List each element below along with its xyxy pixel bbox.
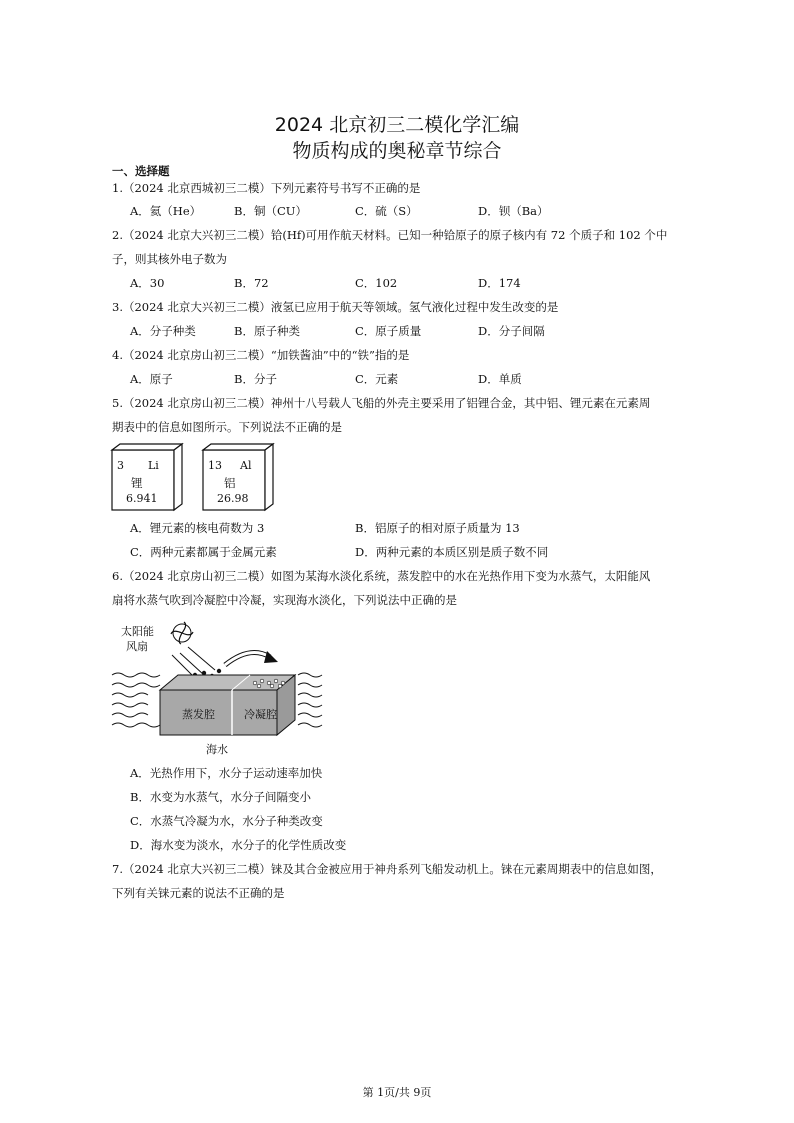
question-1-stem: 1.（2024 北京西城初三二模）下列元素符号书写不正确的是 bbox=[112, 181, 421, 195]
al-symbol: Al bbox=[240, 459, 252, 472]
question-7-stem-line1: 7.（2024 北京大兴初三二模）铼及其合金被应用于神舟系列飞船发动机上。铼在元素周期表中的信息如图， bbox=[112, 862, 662, 876]
question-4-option-c: C．元素 bbox=[355, 372, 399, 386]
li-atomic-mass: 6.941 bbox=[126, 492, 158, 505]
question-2-stem-line1: 2.（2024 北京大兴初三二模）铪(Hf)可用作航天材料。已知一种铪原子的原子核内有 72 个质子和 102 个中 bbox=[112, 228, 668, 242]
fan-label-line2: 风扇 bbox=[126, 640, 148, 653]
question-6-stem-line1: 6.（2024 北京房山初三二模）如图为某海水淡化系统，蒸发腔中的水在光热作用下变为水蒸气，太阳能风 bbox=[112, 569, 651, 583]
li-atomic-number: 3 bbox=[117, 459, 124, 472]
solar-fan-icon bbox=[171, 622, 193, 644]
question-3-option-a: A．分子种类 bbox=[130, 324, 196, 338]
question-7-stem-line2: 下列有关铼元素的说法不正确的是 bbox=[112, 886, 285, 900]
question-6-option-c: C．水蒸气冷凝为水，水分子种类改变 bbox=[130, 814, 323, 828]
question-5-option-d: D．两种元素的本质区别是质子数不同 bbox=[355, 545, 549, 559]
question-4-option-a: A．原子 bbox=[130, 372, 173, 386]
evaporation-chamber-label: 蒸发腔 bbox=[182, 708, 215, 721]
li-symbol: Li bbox=[148, 459, 159, 472]
question-2-option-c: C．102 bbox=[355, 276, 398, 290]
question-2-option-b: B．72 bbox=[234, 276, 269, 290]
question-3-option-b: B．原子种类 bbox=[234, 324, 300, 338]
question-2-stem-line2: 子，则其核外电子数为 bbox=[112, 252, 227, 266]
document-title-line1: 2024 北京初三二模化学汇编 bbox=[274, 114, 520, 136]
question-5-option-a: A．锂元素的核电荷数为 3 bbox=[130, 521, 265, 535]
question-2-option-d: D．174 bbox=[478, 276, 521, 290]
question-6-option-a: A．光热作用下，水分子运动速率加快 bbox=[130, 766, 323, 780]
seawater-label: 海水 bbox=[206, 743, 228, 756]
question-4-option-d: D．单质 bbox=[478, 372, 522, 386]
page-footer: 第 1页/共 9页 bbox=[362, 1086, 432, 1099]
question-6-option-d: D．海水变为淡水，水分子的化学性质改变 bbox=[130, 838, 347, 852]
condensation-chamber-label: 冷凝腔 bbox=[244, 708, 277, 721]
question-1-option-d: D．钡（Ba） bbox=[478, 204, 549, 218]
al-name: 铝 bbox=[224, 476, 236, 490]
question-1-option-a: A．氦（He） bbox=[130, 204, 202, 218]
question-1-option-c: C．硫（S） bbox=[355, 204, 418, 218]
question-1-option-b: B．铜（CU） bbox=[234, 204, 307, 218]
question-3-stem: 3.（2024 北京大兴初三二模）液氢已应用于航天等领域。氢气液化过程中发生改变的是 bbox=[112, 300, 559, 314]
li-name: 锂 bbox=[131, 476, 143, 490]
question-6-option-b: B．水变为水蒸气，水分子间隔变小 bbox=[130, 790, 311, 804]
question-5-stem-line1: 5.（2024 北京房山初三二模）神州十八号载人飞船的外壳主要采用了铝锂合金，其中铝、锂元素在元素周 bbox=[112, 396, 651, 410]
question-4-stem: 4.（2024 北京房山初三二模）“加铁酱油”中的“铁”指的是 bbox=[112, 348, 410, 362]
question-6-stem-line2: 扇将水蒸气吹到冷凝腔中冷凝，实现海水淡化，下列说法中正确的是 bbox=[112, 593, 457, 607]
fan-label-line1: 太阳能 bbox=[121, 625, 154, 638]
question-3-option-d: D．分子间隔 bbox=[478, 324, 545, 338]
al-atomic-number: 13 bbox=[208, 459, 222, 472]
question-5-option-b: B．铝原子的相对原子质量为 13 bbox=[355, 521, 520, 535]
al-atomic-mass: 26.98 bbox=[217, 492, 249, 505]
section-title: 一、选择题 bbox=[112, 164, 170, 178]
question-3-option-c: C．原子质量 bbox=[355, 324, 422, 338]
question-4-option-b: B．分子 bbox=[234, 372, 277, 386]
question-2-option-a: A．30 bbox=[130, 276, 165, 290]
question-5-option-c: C．两种元素都属于金属元素 bbox=[130, 545, 277, 559]
document-title-line2: 物质构成的奥秘章节综合 bbox=[292, 140, 502, 162]
question-5-stem-line2: 期表中的信息如图所示。下列说法不正确的是 bbox=[112, 420, 342, 434]
